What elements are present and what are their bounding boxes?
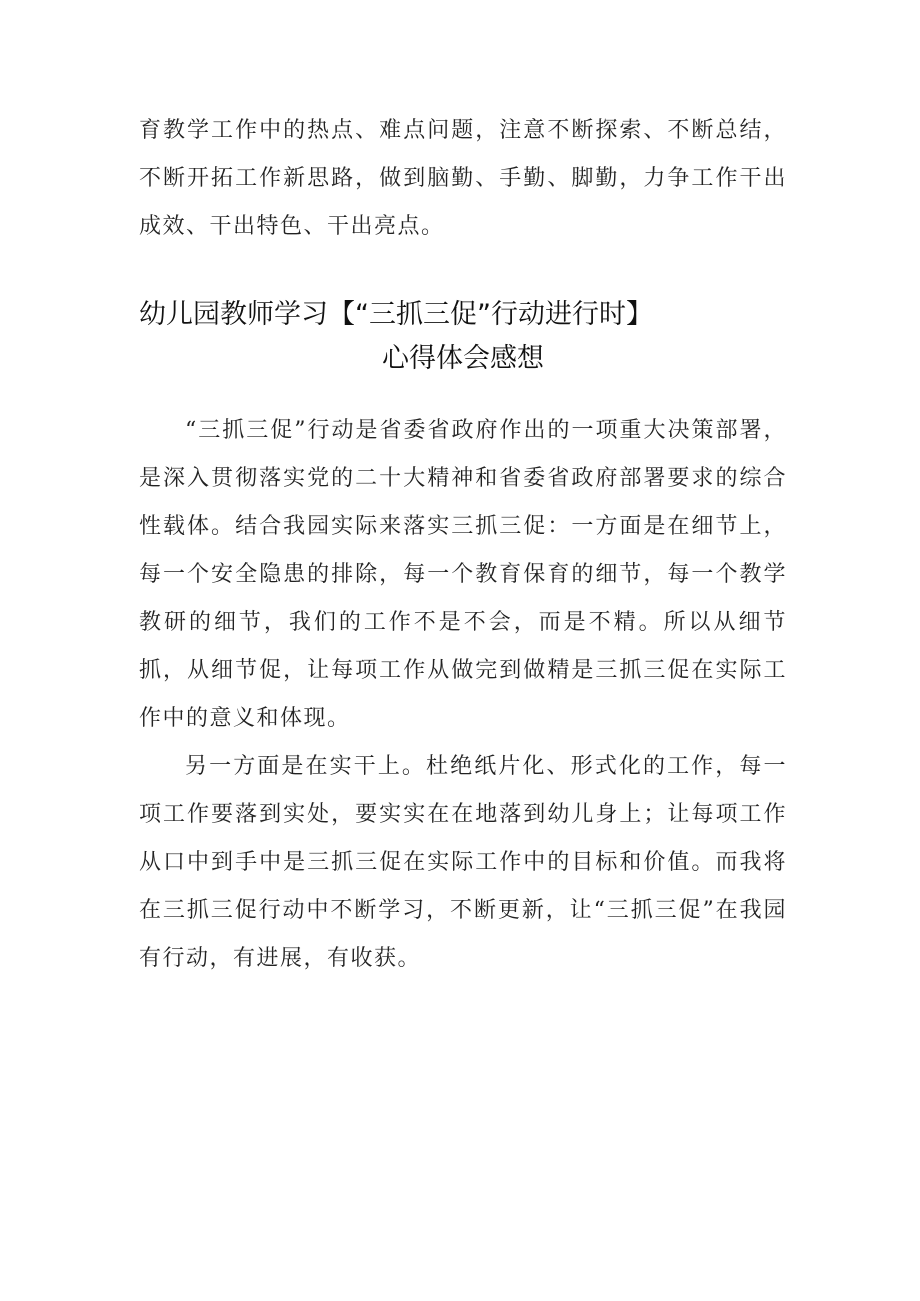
title-line-2: 心得体会感想 bbox=[382, 343, 544, 374]
title-line-1: 幼儿园教师学习【“三抓三促”行动进行时】 bbox=[139, 299, 653, 330]
body-paragraph-2: 另一方面是在实干上。杜绝纸片化、形式化的工作，每一项工作要落到实处，要实实在在地落到幼儿身上；让每项工作从口中到手中是三抓三促在实际工作中的目标和价值。而我将在三抓三促行动中不断学习，不断更新，让“三抓三促”在我园有行动，有进展，有收获。 bbox=[139, 754, 787, 971]
body-paragraph-1: “三抓三促”行动是省委省政府作出的一项重大决策部署，是深入贯彻落实党的二十大精神和省委省政府部署要求的综合性载体。结合我园实际来落实三抓三促：一方面是在细节上，每一个安全隐患的排除，每一个教育保育的细节，每一个教学教研的细节，我们的工作不是不会，而是不精。所以从细节抓，从细节促，让每项工作从做完到做精是三抓三促在实际工作中的意义和体现。 bbox=[139, 418, 787, 731]
intro-paragraph: 育教学工作中的热点、难点问题，注意不断探索、不断总结，不断开拓工作新思路，做到脑勤、手勤、脚勤，力争工作干出成效、干出特色、干出亮点。 bbox=[139, 118, 787, 239]
document-title bbox=[139, 293, 787, 381]
document-content bbox=[139, 107, 787, 983]
